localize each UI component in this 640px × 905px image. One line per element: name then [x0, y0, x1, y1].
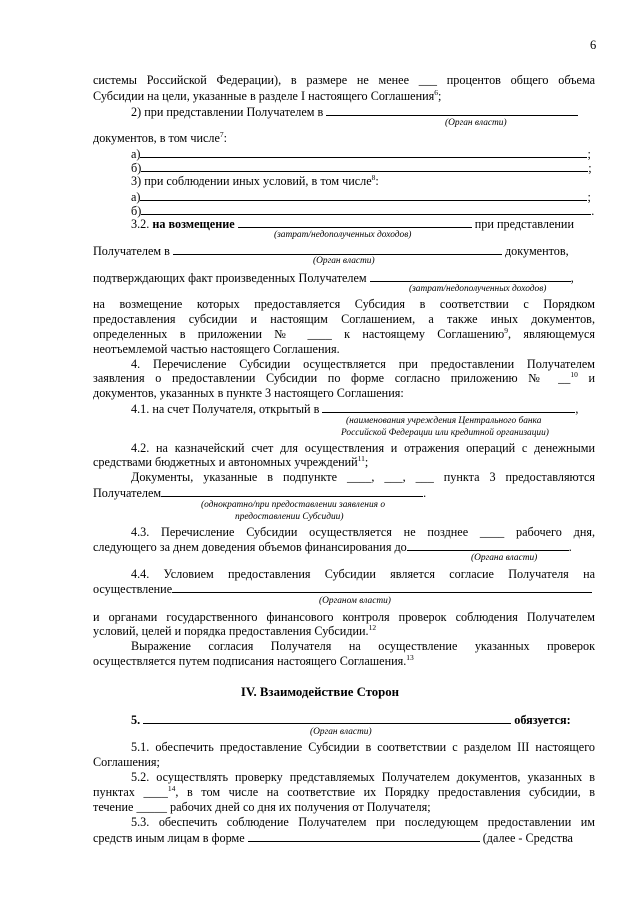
blank-field — [248, 830, 480, 842]
text-line: 5.1. обеспечить предоставление Субсидии в соответствии с разделом III настоящего — [131, 740, 595, 754]
blank-field — [172, 581, 592, 593]
blank-field — [161, 485, 423, 497]
text-line: определенных в приложении № ____ к настоящему Соглашению$^9$, являющемуся — [93, 325, 596, 341]
caption-organ: (Орган власти) — [445, 118, 507, 128]
caption-frequency: (однократно/при предоставлении заявления о — [201, 500, 386, 510]
text-line: Документы, указанные в подпункте ____, ___, ___ пункта 3 предоставляются — [131, 470, 595, 484]
blank-field — [140, 146, 587, 158]
text-line: 2) при представлении Получателем в — [131, 104, 578, 119]
text-line: следующего за днем доведения объемов финансирования до . — [93, 540, 572, 554]
text-line: предоставления субсидии и настоящим Соглашением, а также иных документов, — [93, 312, 595, 326]
text-line: 3) при соблюдении иных условий, в том числе$^8$: — [131, 172, 379, 188]
caption-organ: (Органом власти) — [319, 596, 391, 606]
text-line: 5. обязуется: — [131, 713, 571, 727]
caption-organ: (Органа власти) — [471, 553, 538, 563]
text-line: системы Российской Федерации), в размере не менее ___ процентов общего объема — [93, 73, 595, 87]
text-line: документов, в том числе$^7$: — [93, 129, 228, 145]
text-line: 4.1. на счет Получателя, открытый в , — [131, 402, 579, 416]
text-line: а) ; — [131, 190, 591, 204]
text-line: 4.4. Условием предоставления Субсидии является согласие Получателя на — [131, 567, 595, 581]
blank-field — [238, 216, 472, 228]
text-line: 5.3. обеспечить соблюдение Получателем при последующем предоставлении им — [131, 815, 595, 829]
text-line: Субсидии на цели, указанные в разделе I настоящего Соглашения$^6$; — [93, 87, 442, 103]
blank-field — [141, 160, 588, 172]
text-line: Выражение согласия Получателя на осуществление указанных проверок — [131, 639, 595, 653]
text-line: а) ; — [131, 147, 591, 161]
section-heading: IV. Взаимодействие Сторон — [240, 685, 400, 699]
text-line: на возмещение которых предоставляется Субсидия в соответствии с Порядком — [93, 297, 595, 311]
text-line: осуществление — [93, 581, 592, 596]
text-line: условий, целей и порядка предоставления Субсидии.$^{12}$ — [93, 622, 377, 638]
text-line: 5.2. осуществлять проверку представляемых Получателем документов, указанных в — [131, 770, 595, 784]
text-line: пунктах ____$^{14}$, в том числе на соответствие их Порядку предоставления субсидии, в — [93, 783, 595, 799]
text-line: б) ; — [131, 161, 592, 175]
text-line: Получателем . — [93, 486, 427, 500]
caption-organ: (Орган власти) — [313, 256, 375, 266]
caption-bank: Российской Федерации или кредитной организации) — [341, 428, 549, 438]
text-line: Соглашения; — [93, 755, 160, 769]
text-line: документов, указанных в пункте 3 настоящего Соглашения: — [93, 386, 404, 400]
footnote-ref: 6 — [434, 87, 438, 97]
caption-bank: (наименования учреждения Центрального банка — [346, 416, 542, 426]
text-line: Получателем в документов, — [93, 244, 569, 258]
blank-field — [326, 104, 578, 116]
text-line: течение _____ рабочих дней со дня их получения от Получателя; — [93, 800, 431, 814]
caption-zatrat: (затрат/недополученных доходов) — [274, 230, 412, 240]
text-line: 3.2. на возмещение при представлении — [131, 217, 574, 231]
caption-frequency: предоставлении Субсидии) — [235, 512, 344, 522]
text-line: подтверждающих факт произведенных Получателем , — [93, 271, 574, 285]
text-line: 4.2. на казначейский счет для осуществления и отражения операций с денежными — [131, 441, 595, 455]
text-line: осуществляется путем подписания настоящего Соглашения.$^{13}$ — [93, 652, 414, 668]
blank-field — [370, 270, 571, 282]
text-line: средствами бюджетных и автономных учреждений$^{11}$; — [93, 453, 369, 469]
blank-field — [173, 243, 502, 255]
blank-field — [407, 539, 569, 551]
page-number: 6 — [590, 38, 597, 52]
text-line: заявления о предоставлении Субсидии по форме согласно приложению № __$^{10}$ и — [93, 369, 595, 385]
text-line: средств иным лицам в форме (далее - Средства — [93, 831, 573, 845]
text-line: неотъемлемой частью настоящего Соглашения. — [93, 342, 340, 356]
blank-field — [143, 712, 511, 724]
text-line: и органами государственного финансового контроля проверок соблюдения Получателем — [93, 610, 595, 624]
caption-zatrat: (затрат/недополученных доходов) — [409, 284, 547, 294]
blank-field — [140, 189, 587, 201]
blank-field — [322, 401, 575, 413]
caption-organ: (Орган власти) — [310, 727, 372, 737]
blank-field — [141, 203, 591, 215]
text-line: б) . — [131, 204, 595, 218]
text-line: 4.3. Перечисление Субсидии осуществляется не позднее ____ рабочего дня, — [131, 525, 595, 539]
text-line: 4. Перечисление Субсидии осуществляется при предоставлении Получателем — [131, 357, 595, 371]
